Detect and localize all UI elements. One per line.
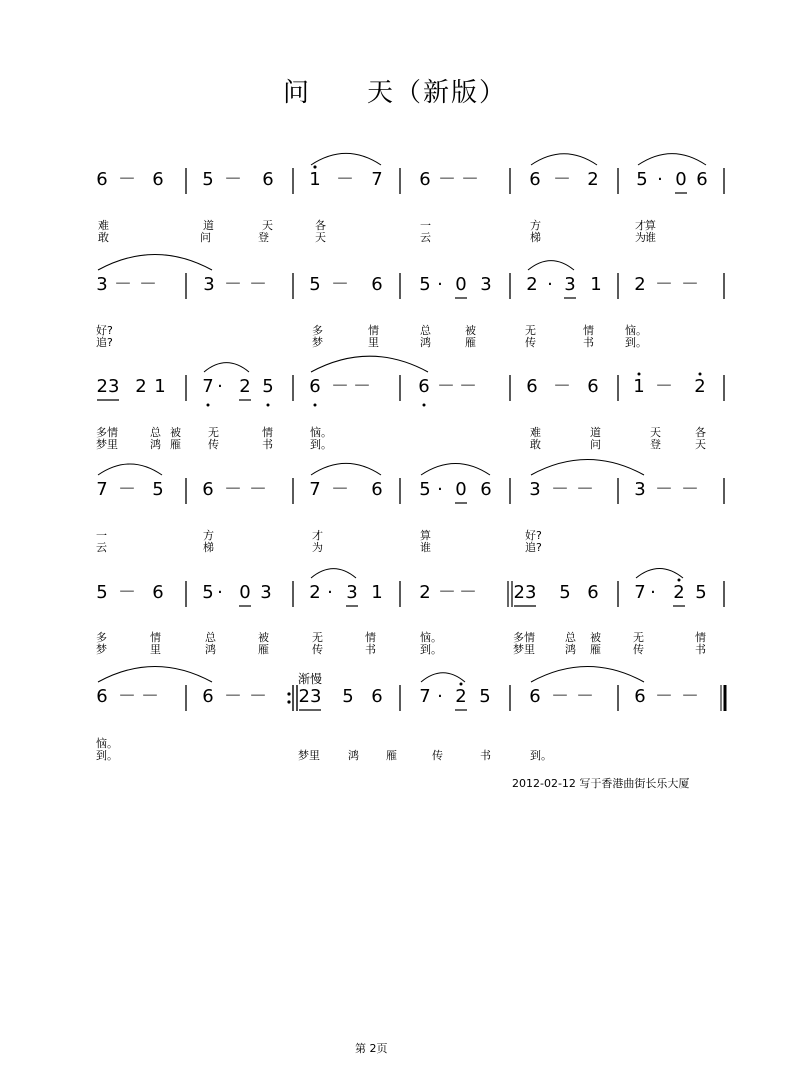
lyric-syllable: 恼。 [310,426,332,439]
note: － [576,686,594,707]
note: － [336,169,354,190]
lyric-syllable: 算 [420,529,431,542]
note: · [327,582,333,603]
lyric-syllable: 情 [583,324,594,337]
note: － [141,686,159,707]
lyric-syllable: 鸿 [348,749,359,762]
note: － [353,376,371,397]
lyric-syllable: 难 [98,219,109,232]
note: － [331,376,349,397]
note: 6 [96,686,108,707]
lyric-syllable: 书 [365,643,376,656]
note: － [224,274,242,295]
note: 3 [203,274,215,295]
note: 2 [419,582,431,603]
note: · [657,169,663,190]
note: － [576,479,594,500]
note: 6 [529,686,541,707]
song-title: 问 天（新版） [282,78,507,108]
composition-note: 2012-02-12 写于香港曲街长乐大厦 [512,777,690,790]
note: 5 [636,169,648,190]
lyric-syllable: 无 [525,324,536,337]
lyric-syllable: 总 [205,631,216,644]
note: 1 [309,169,321,190]
note: － [459,582,477,603]
note: 2 [673,582,685,603]
slur [528,261,574,270]
slur [636,568,683,578]
note: 5 [419,479,431,500]
note: 5 [96,582,108,603]
lyric-syllable: 追? [525,541,542,554]
note: 2 [239,376,251,397]
note: 3 [480,274,492,295]
note: 1 [590,274,602,295]
note: 6 [152,169,164,190]
lyric-syllable: 问 [200,231,211,244]
lyric-syllable: 雁 [590,643,601,656]
slur [531,154,597,165]
note: 6 [309,376,321,397]
note: · [217,582,223,603]
lyric-syllable: 情 [695,631,706,644]
note: 2 [309,582,321,603]
lyric-syllable: 雁 [386,749,397,762]
lyric-syllable: 雁 [170,438,181,451]
note: － [655,686,673,707]
note: 7 [309,479,321,500]
lyric-syllable: 谁 [645,231,656,244]
note: － [551,686,569,707]
lyric-syllable: 传 [432,749,443,762]
note: 6 [371,479,383,500]
note: － [438,582,456,603]
note: － [331,479,349,500]
lyric-syllable: 到。 [96,749,118,762]
lyric-syllable: 云 [420,231,431,244]
lyric-syllable: 云 [96,541,107,554]
lyric-syllable: 道 [590,426,601,439]
note: 6 [202,479,214,500]
note: － [249,274,267,295]
note: 7 [96,479,108,500]
note: 6 [152,582,164,603]
note: － [118,169,136,190]
repeat-dot [287,692,290,695]
note: 0 [239,582,251,603]
lyric-syllable: 好? [96,324,113,337]
lyric-syllable: 书 [695,643,706,656]
note: 6 [480,479,492,500]
lyric-syllable: 到。 [420,643,442,656]
note: 3 [96,274,108,295]
lyric-syllable: 各 [695,426,706,439]
note: 2 [587,169,599,190]
lyric-syllable: 书 [583,336,594,349]
slur [311,153,381,165]
note: － [551,479,569,500]
note: － [461,169,479,190]
lyric-syllable: 登 [258,231,269,244]
note: － [553,169,571,190]
note: 1 [371,582,383,603]
note: － [118,479,136,500]
lyric-syllable: 多 [312,324,323,337]
note: 3 [634,479,646,500]
lyric-syllable: 一 [96,529,107,542]
note: － [681,274,699,295]
note: 6 [419,169,431,190]
note: － [224,169,242,190]
lyric-syllable: 恼。 [625,324,647,337]
note: 7 [371,169,383,190]
note: 5 [559,582,571,603]
lyric-syllable: 里 [150,643,161,656]
note: － [249,479,267,500]
slur [531,460,644,475]
note: － [655,274,673,295]
lyric-syllable: 情 [368,324,379,337]
note: － [681,479,699,500]
note: 6 [371,274,383,295]
note: 5 [202,169,214,190]
note: 6 [202,686,214,707]
octave-dot-low [423,404,426,407]
page-number: 第 2页 [355,1042,388,1055]
lyric-syllable: 方 [203,529,214,542]
note: － [438,169,456,190]
lyric-syllable: 鸿 [565,643,576,656]
note: 5 [262,376,274,397]
note: 23 [96,376,120,397]
lyric-syllable: 传 [525,336,536,349]
slur [421,464,490,475]
note: 6 [371,686,383,707]
slur [98,464,162,475]
note: 2 [135,376,147,397]
note: － [331,274,349,295]
tempo-marking-rit: 渐慢 [298,672,323,686]
note: 6 [262,169,274,190]
slur [311,463,381,475]
lyric-syllable: 书 [262,438,273,451]
lyric-syllable: 难 [530,426,541,439]
lyric-syllable: 天 [315,231,326,244]
note: 7 [634,582,646,603]
note: － [114,274,132,295]
note: 0 [455,274,467,295]
lyric-syllable: 多 [96,631,107,644]
note: 5 [342,686,354,707]
lyric-syllable: 传 [208,438,219,451]
slur [311,569,356,578]
lyric-syllable: 到。 [625,336,647,349]
note: － [139,274,157,295]
lyric-syllable: 里 [368,336,379,349]
note: · [437,686,443,707]
note: 6 [696,169,708,190]
note: · [547,274,553,295]
lyric-syllable: 天 [650,426,661,439]
lyric-syllable: 梦里 [96,438,118,451]
note: 5 [152,479,164,500]
lyric-syllable: 梦里 [298,749,320,762]
lyric-syllable: 为 [635,231,646,244]
note: 6 [529,169,541,190]
lyric-syllable: 传 [312,643,323,656]
note: － [655,376,673,397]
note: － [249,686,267,707]
lyric-syllable: 一 [420,219,431,232]
note: · [217,376,223,397]
lyric-syllable: 梦里 [513,643,535,656]
note: 3 [529,479,541,500]
note: 5 [479,686,491,707]
lyric-syllable: 传 [633,643,644,656]
slur [311,356,428,372]
note: 23 [513,582,537,603]
lyric-syllable: 敢 [530,438,541,451]
lyric-syllable: 总 [565,631,576,644]
note: － [224,686,242,707]
note: 7 [419,686,431,707]
lyric-syllable: 鸿 [205,643,216,656]
slur [204,363,249,372]
slur [98,666,212,682]
note: 23 [298,686,322,707]
lyric-syllable: 被 [170,426,181,439]
note: 5 [695,582,707,603]
lyric-syllable: 恼。 [96,737,118,750]
note: 3 [346,582,358,603]
lyric-syllable: 才 [312,529,323,542]
note: 6 [526,376,538,397]
lyric-syllable: 雁 [258,643,269,656]
lyric-syllable: 书 [480,749,491,762]
lyric-syllable: 梦 [96,643,107,656]
note: 2 [526,274,538,295]
note: 3 [260,582,272,603]
lyric-syllable: 总 [420,324,431,337]
lyric-syllable: 问 [590,438,601,451]
note: 6 [418,376,430,397]
note: · [650,582,656,603]
lyric-syllable: 被 [258,631,269,644]
note: 2 [634,274,646,295]
lyric-syllable: 各 [315,219,326,232]
note: 6 [96,169,108,190]
lyric-syllable: 到。 [530,749,552,762]
note: － [224,479,242,500]
lyric-syllable: 情 [150,631,161,644]
lyric-syllable: 鸿 [150,438,161,451]
note: 2 [694,376,706,397]
note: － [553,376,571,397]
note: 5 [202,582,214,603]
note: － [681,686,699,707]
lyric-syllable: 被 [590,631,601,644]
lyric-syllable: 无 [208,426,219,439]
note: 0 [675,169,687,190]
lyric-syllable: 梯 [203,541,214,554]
note: 1 [154,376,166,397]
note: 6 [587,582,599,603]
lyric-syllable: 梦 [312,336,323,349]
repeat-dot [287,700,290,703]
slur [98,254,212,270]
lyric-syllable: 谁 [420,541,431,554]
lyric-syllable: 多情 [96,426,118,439]
lyric-syllable: 鸿 [420,336,431,349]
lyric-syllable: 算 [645,219,656,232]
lyric-syllable: 多情 [513,631,535,644]
lyric-syllable: 梯 [530,231,541,244]
octave-dot-low [267,404,270,407]
note: · [437,479,443,500]
lyric-syllable: 登 [650,438,661,451]
lyric-syllable: 道 [203,219,214,232]
note: － [118,582,136,603]
lyric-syllable: 为 [312,541,323,554]
note: 0 [455,479,467,500]
octave-dot-low [314,404,317,407]
lyric-syllable: 方 [530,219,541,232]
note: 5 [309,274,321,295]
slur [531,667,644,682]
lyric-syllable: 到。 [310,438,332,451]
lyric-syllable: 恼。 [420,631,442,644]
slur [638,154,706,165]
lyric-syllable: 情 [365,631,376,644]
lyric-syllable: 追? [96,336,113,349]
note: 6 [634,686,646,707]
note: － [118,686,136,707]
lyric-syllable: 总 [150,426,161,439]
octave-dot-low [207,404,210,407]
note: · [437,274,443,295]
lyric-syllable: 无 [633,631,644,644]
note: － [437,376,455,397]
lyric-syllable: 好? [525,529,542,542]
note: 5 [419,274,431,295]
lyric-syllable: 情 [262,426,273,439]
note: 6 [587,376,599,397]
slur [421,673,465,682]
note: 2 [455,686,467,707]
lyric-syllable: 才 [635,219,646,232]
lyric-syllable: 天 [695,438,706,451]
note: 1 [633,376,645,397]
note: 3 [564,274,576,295]
lyric-syllable: 敢 [98,231,109,244]
lyric-syllable: 雁 [465,336,476,349]
note: － [459,376,477,397]
lyric-syllable: 天 [262,219,273,232]
note: 7 [202,376,214,397]
lyric-syllable: 被 [465,324,476,337]
note: － [655,479,673,500]
lyric-syllable: 无 [312,631,323,644]
